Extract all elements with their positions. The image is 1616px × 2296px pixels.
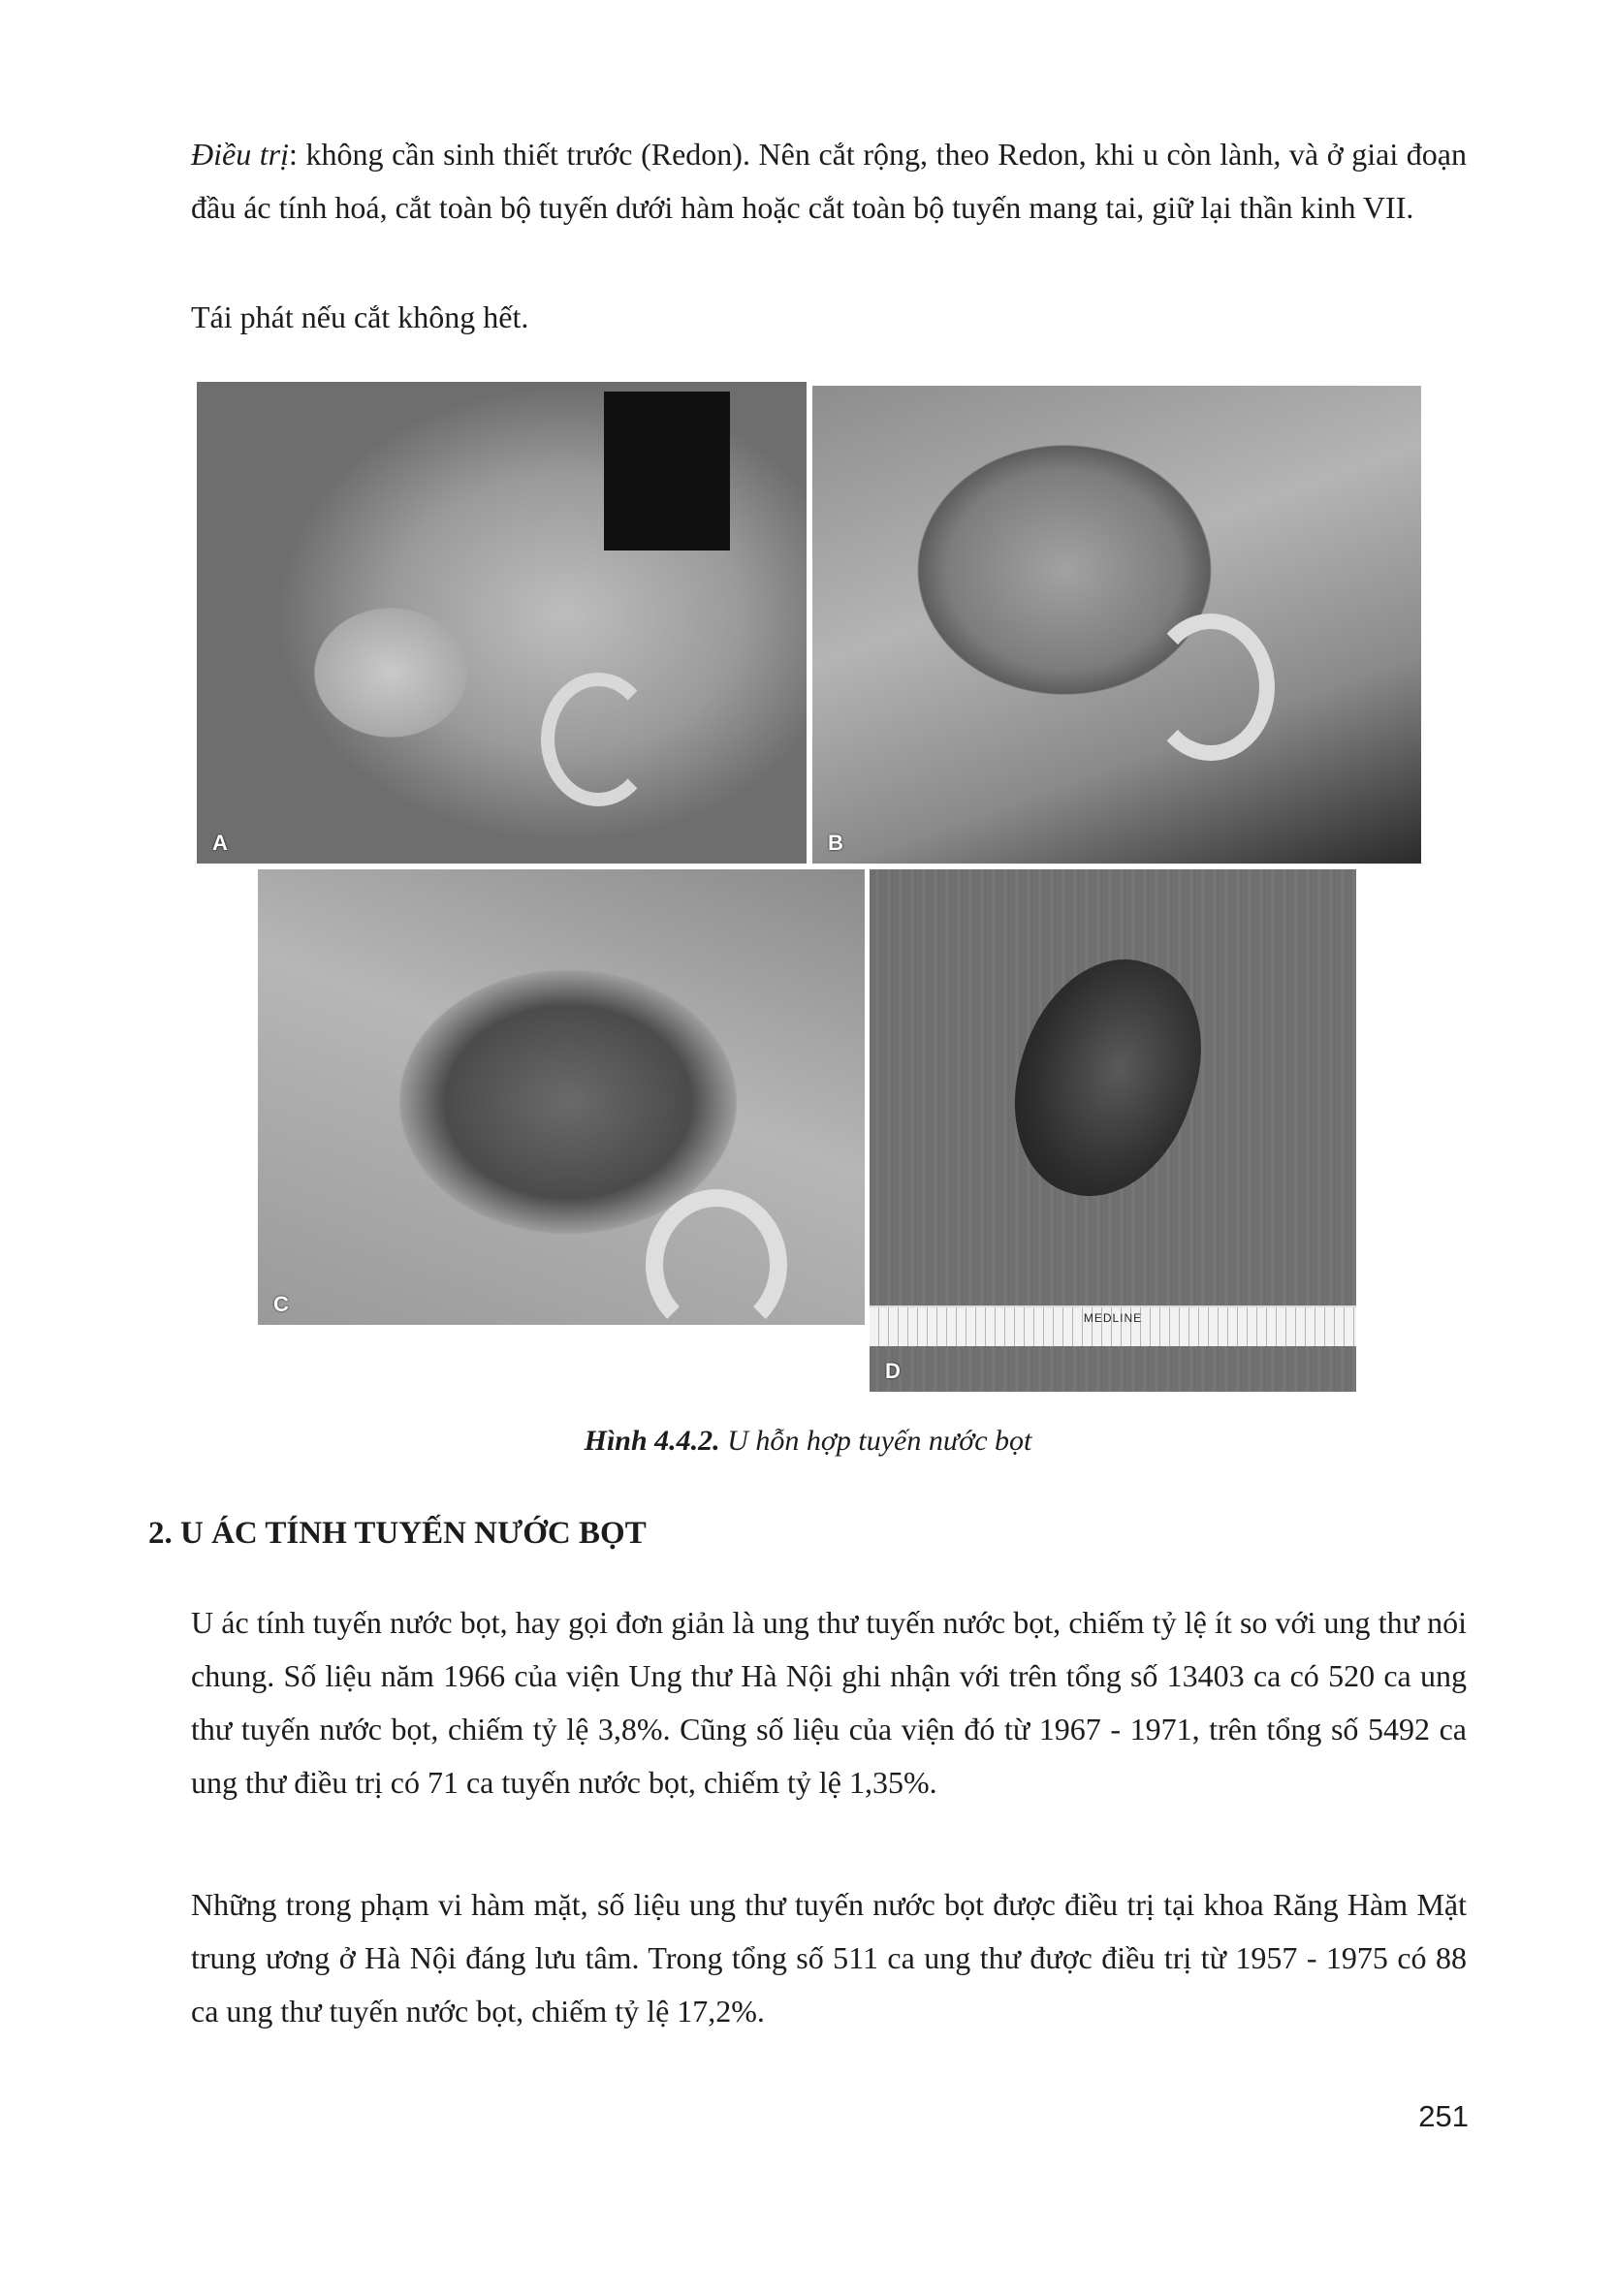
ear-shape — [646, 1189, 787, 1325]
ruler-brand: MEDLINE — [1083, 1311, 1143, 1325]
figure-label-c: C — [273, 1292, 289, 1316]
recurrence-paragraph: Tái phát nếu cắt không hết. — [191, 299, 529, 334]
section-paragraph-1: U ác tính tuyến nước bọt, hay gọi đơn giản là ung thư tuyến nước bọt, chiếm tỷ lệ ít so với ung thư nói chung. Số liệu năm 1966 của viện Ung thư Hà Nội ghi nhận với trên tổng số 13403 ca có 520 ca ung thư tuyến nước bọt, chiếm tỷ lệ 3,8%. Cũng số liệu của viện đó từ 1967 - 1971, trên tổng số 5492 ca ung thư điều trị có 71 ca tuyến nước bọt, chiếm tỷ lệ 1,35%. — [191, 1605, 1467, 1800]
ear-shape — [541, 673, 655, 806]
section-heading: 2. U ÁC TÍNH TUYẾN NƯỚC BỌT — [148, 1516, 647, 1551]
figure-caption — [0, 1422, 1616, 1461]
treatment-label: Điều trị — [191, 137, 290, 172]
redaction-box — [604, 392, 730, 550]
treatment-paragraph — [191, 128, 1467, 235]
caption-text: U hỗn hợp tuyến nước bọt — [719, 1425, 1032, 1457]
treatment-text: : không cần sinh thiết trước (Redon). Nên cắt rộng, theo Redon, khi u còn lành, và ở giai đoạn đầu ác tính hoá, cắt toàn bộ tuyến dưới hàm hoặc cắt toàn bộ tuyến mang tai, giữ lại thần kinh VII. — [191, 137, 1468, 225]
figure-label-a: A — [212, 831, 228, 855]
section-paragraph-2: Những trong phạm vi hàm mặt, số liệu ung thư tuyến nước bọt được điều trị tại khoa Răng Hàm Mặt trung ương ở Hà Nội đáng lưu tâm. Trong tổng số 511 ca ung thư được điều trị từ 1957 - 1975 có 88 ca ung thư tuyến nước bọt, chiếm tỷ lệ 17,2%. — [191, 1887, 1467, 2029]
figure-label-b: B — [828, 831, 843, 855]
figure-photo-d — [870, 869, 1356, 1392]
figure-label-d: D — [885, 1359, 901, 1383]
figure-photo-a — [197, 382, 807, 864]
figure-photo-b — [812, 386, 1421, 864]
specimen-shape — [987, 935, 1227, 1219]
ear-shape — [1147, 613, 1275, 761]
caption-number: Hình 4.4.2. — [584, 1425, 720, 1457]
figure-photo-c — [258, 869, 865, 1325]
page-number: 251 — [1418, 2099, 1469, 2133]
